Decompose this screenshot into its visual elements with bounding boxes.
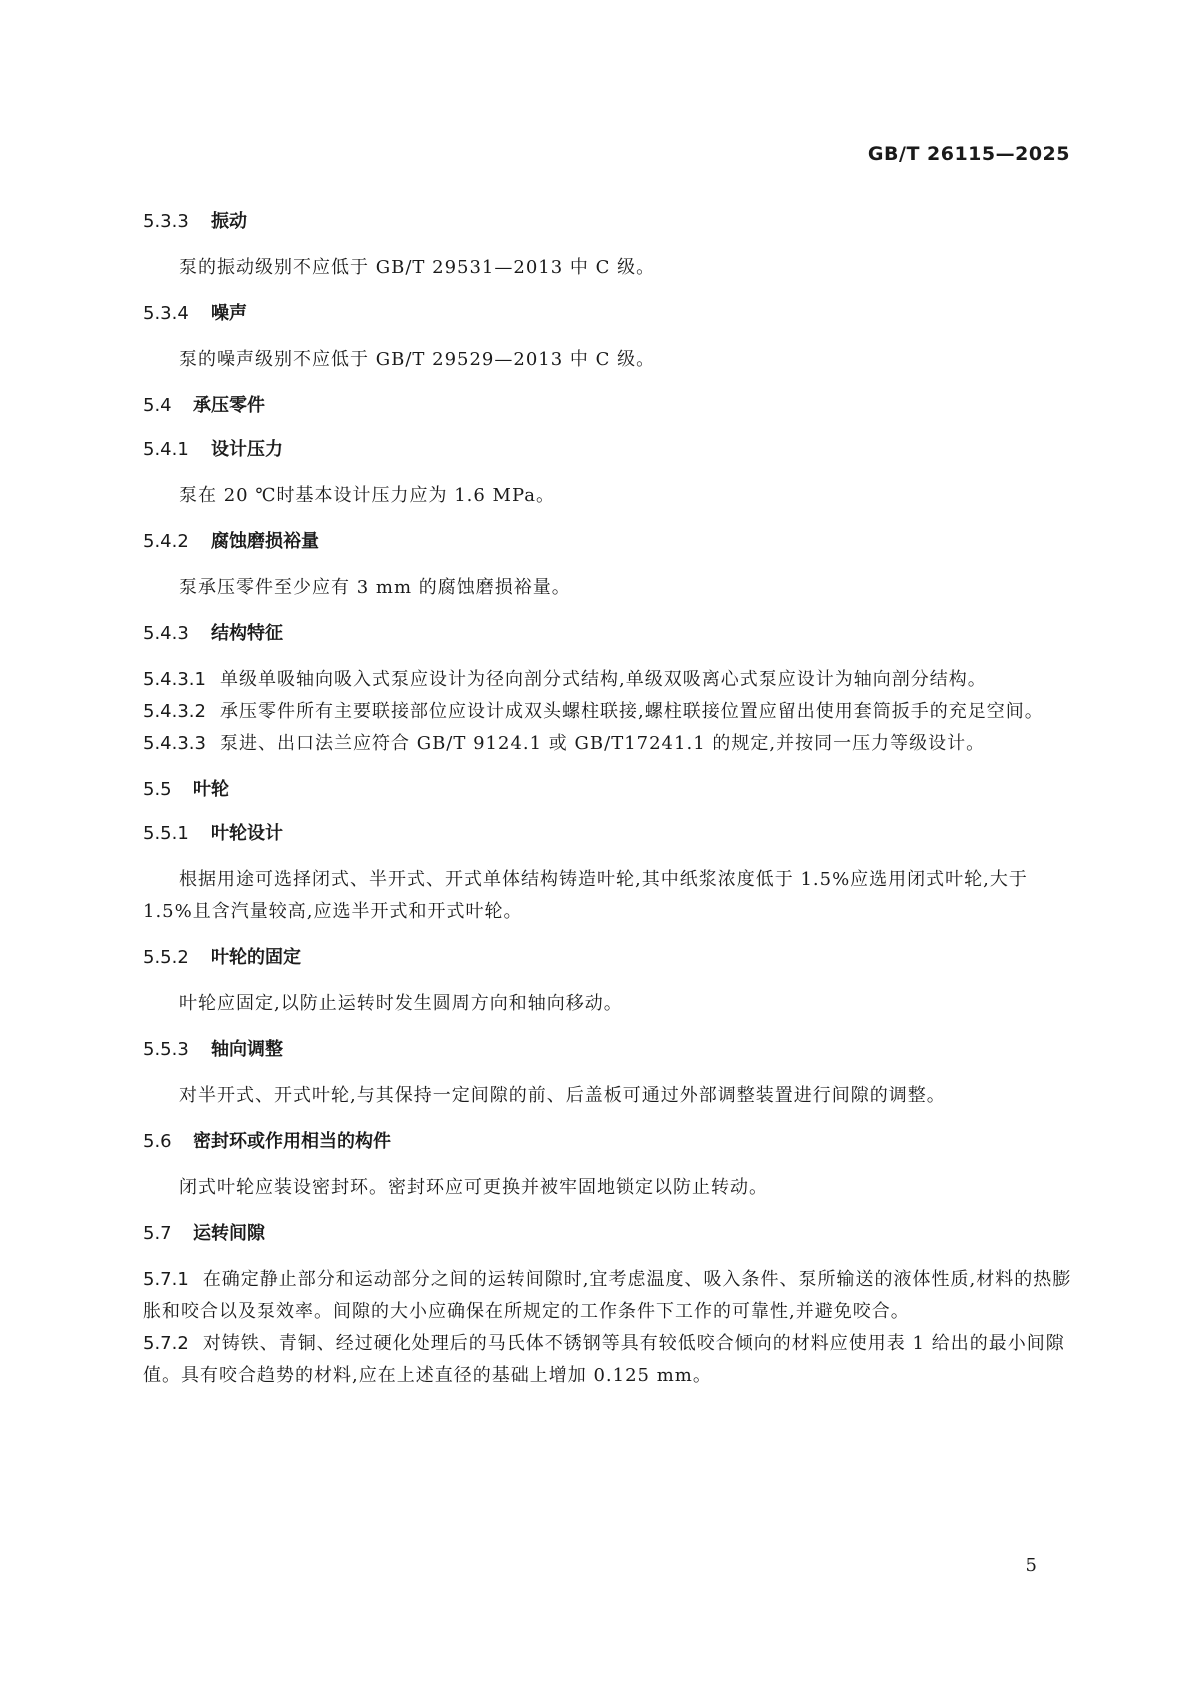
section-title: 轴向调整	[211, 1039, 283, 1060]
paragraph-number: 5.4.3.1	[143, 669, 206, 690]
section-number: 5.5.2	[143, 947, 189, 968]
section-title: 叶轮设计	[211, 823, 283, 844]
section-paragraph: 泵的噪声级别不应低于 GB/T 29529—2013 中 C 级。	[179, 349, 656, 370]
numbered-paragraph	[143, 696, 1073, 728]
section-title: 叶轮	[193, 779, 229, 800]
standard-code: GB/T 26115—2025	[867, 143, 1070, 165]
section-paragraph: 泵在 20 ℃时基本设计压力应为 1.6 MPa。	[179, 485, 556, 506]
section-heading	[143, 1220, 1073, 1248]
section-title: 设计压力	[211, 439, 283, 460]
numbered-paragraph	[143, 1264, 1073, 1328]
section-paragraph: 对半开式、开式叶轮,与其保持一定间隙的前、后盖板可通过外部调整装置进行间隙的调整。	[179, 1085, 946, 1106]
section-heading	[143, 776, 1073, 804]
paragraph-number: 5.7.1	[143, 1269, 189, 1290]
section-number: 5.6	[143, 1131, 172, 1152]
section-heading	[143, 436, 1073, 464]
section-heading	[143, 528, 1073, 556]
numbered-paragraph	[143, 1328, 1073, 1392]
section-number: 5.5.3	[143, 1039, 189, 1060]
paragraph-number: 5.4.3.2	[143, 701, 206, 722]
page-number: 5	[1025, 1555, 1037, 1576]
section-title: 噪声	[211, 303, 247, 324]
section-heading	[143, 1128, 1073, 1156]
section-number: 5.4	[143, 395, 172, 416]
section-title: 腐蚀磨损裕量	[211, 531, 319, 552]
paragraph-number: 5.7.2	[143, 1333, 189, 1354]
section-paragraph: 根据用途可选择闭式、半开式、开式单体结构铸造叶轮,其中纸浆浓度低于 1.5%应选用闭式叶轮,大于 1.5%且含汽量较高,应选半开式和开式叶轮。	[143, 869, 1028, 922]
section-title: 结构特征	[211, 623, 283, 644]
section-title: 叶轮的固定	[211, 947, 301, 968]
section-number: 5.4.3	[143, 623, 189, 644]
section-number: 5.5	[143, 779, 172, 800]
section-title: 运转间隙	[193, 1223, 265, 1244]
section-heading	[143, 944, 1073, 972]
paragraph-text: 单级单吸轴向吸入式泵应设计为径向剖分式结构,单级双吸离心式泵应设计为轴向剖分结构。	[219, 669, 987, 690]
section-title: 承压零件	[193, 395, 265, 416]
section-paragraph: 泵承压零件至少应有 3 mm 的腐蚀磨损裕量。	[179, 577, 571, 598]
numbered-paragraph	[143, 728, 1073, 760]
section-heading	[143, 820, 1073, 848]
section-paragraph: 泵的振动级别不应低于 GB/T 29531—2013 中 C 级。	[179, 257, 656, 278]
section-paragraph: 叶轮应固定,以防止运转时发生圆周方向和轴向移动。	[179, 993, 623, 1014]
document-body	[143, 208, 1073, 1392]
section-number: 5.3.3	[143, 211, 189, 232]
paragraph-text: 在确定静止部分和运动部分之间的运转间隙时,宜考虑温度、吸入条件、泵所输送的液体性质,材料的热膨胀和咬合以及泵效率。间隙的大小应确保在所规定的工作条件下工作的可靠性,并避免咬合。	[143, 1269, 1072, 1322]
section-number: 5.3.4	[143, 303, 189, 324]
section-heading	[143, 300, 1073, 328]
section-paragraph: 闭式叶轮应装设密封环。密封环应可更换并被牢固地锁定以防止转动。	[179, 1177, 768, 1198]
section-heading	[143, 392, 1073, 420]
numbered-paragraph	[143, 664, 1073, 696]
paragraph-text: 泵进、出口法兰应符合 GB/T 9124.1 或 GB/T17241.1 的规定,并按同一压力等级设计。	[219, 733, 986, 754]
section-number: 5.4.1	[143, 439, 189, 460]
paragraph-number: 5.4.3.3	[143, 733, 206, 754]
section-number: 5.5.1	[143, 823, 189, 844]
paragraph-text: 对铸铁、青铜、经过硬化处理后的马氏体不锈钢等具有较低咬合倾向的材料应使用表 1 给出的最小间隙值。具有咬合趋势的材料,应在上述直径的基础上增加 0.125 mm。	[143, 1333, 1065, 1386]
section-heading	[143, 620, 1073, 648]
paragraph-text: 承压零件所有主要联接部位应设计成双头螺柱联接,螺柱联接位置应留出使用套筒扳手的充足空间。	[219, 701, 1044, 722]
section-number: 5.7	[143, 1223, 172, 1244]
section-heading	[143, 1036, 1073, 1064]
section-heading	[143, 208, 1073, 236]
section-title: 振动	[211, 211, 247, 232]
section-title: 密封环或作用相当的构件	[193, 1131, 391, 1152]
section-number: 5.4.2	[143, 531, 189, 552]
